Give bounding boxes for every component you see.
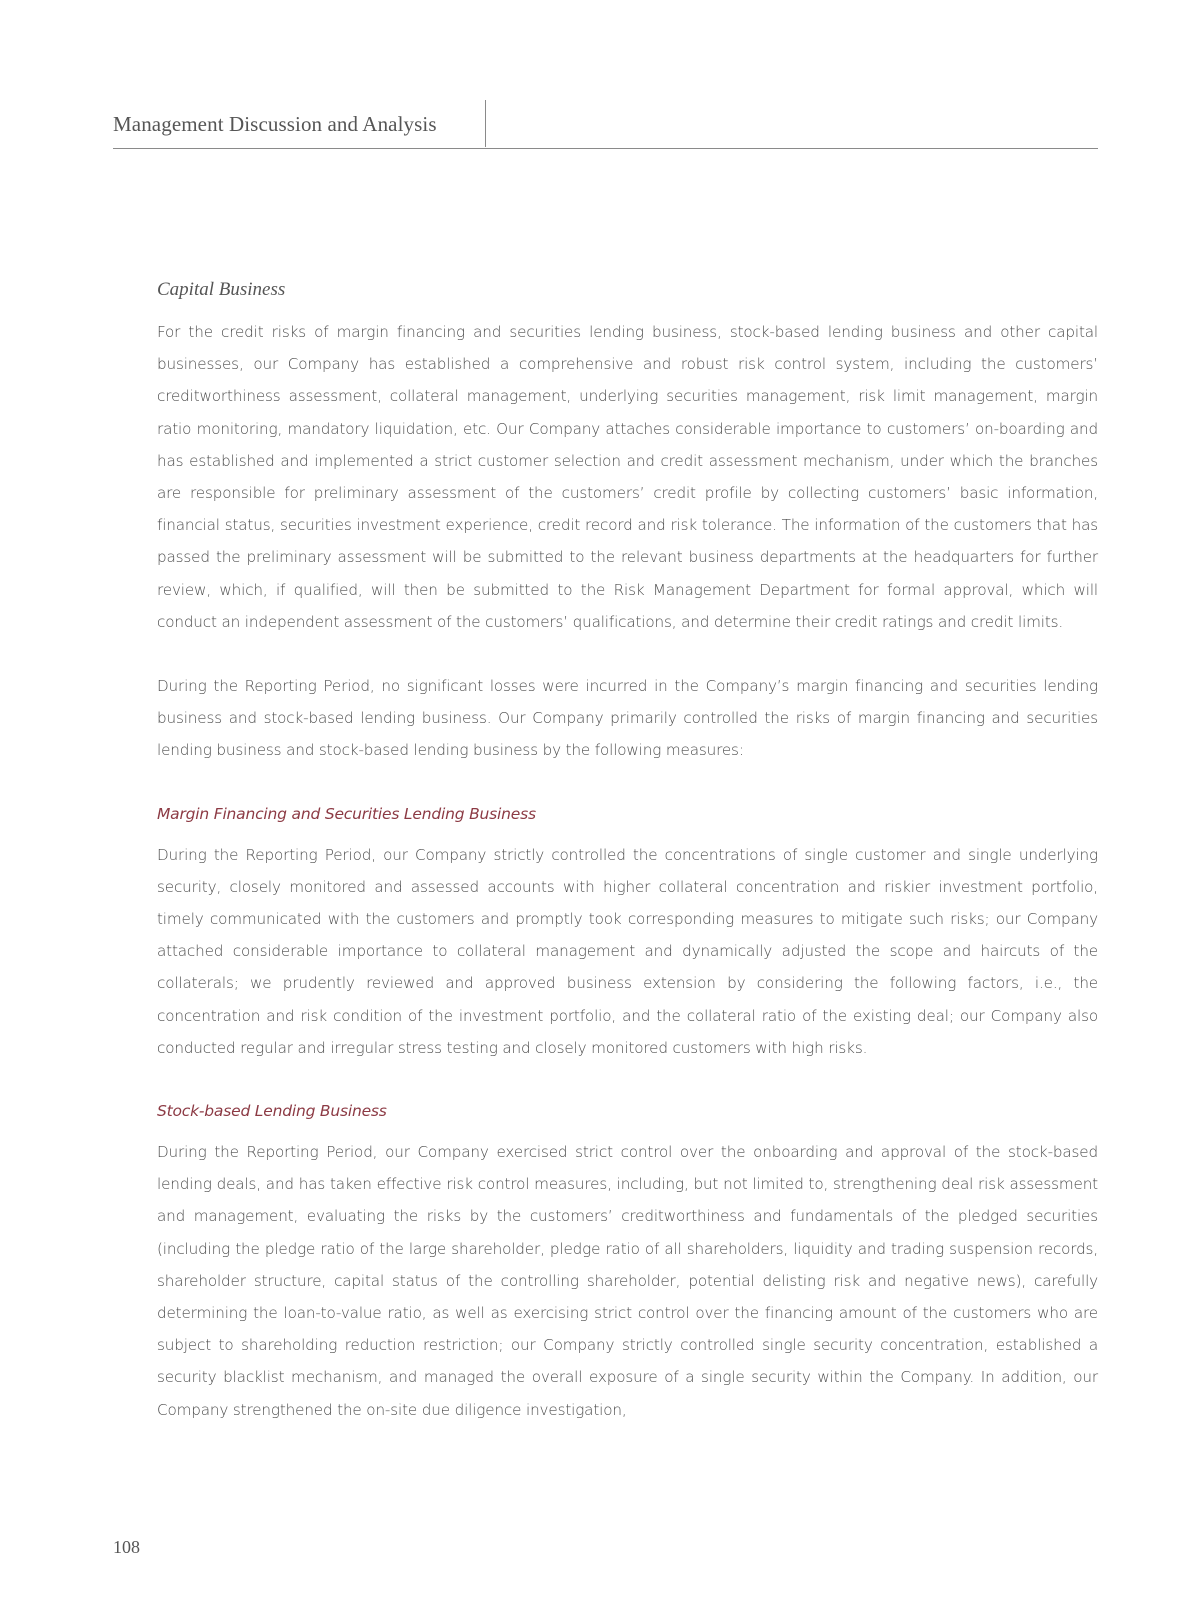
subsection-paragraph: During the Reporting Period, our Company strictly controlled the concentrations of single customer and single underlying security, closely monitored and assessed accounts with higher collateral concentration and riskier investment portfolio, timely communicated with the customers and promptly took corresponding measures to mitigate such risks; our Company attached considerable importance to collateral management and dynamically adjusted the scope and haircuts of the collaterals; we prudently reviewed and approved business extension by considering the following factors, i.e., the concentration and risk condition of the investment portfolio, and the collateral ratio of the existing deal; our Company also conducted regular and irregular stress testing and closely monitored customers with high risks.	[157, 845, 1098, 1057]
subsection-heading: Stock-based Lending Business	[157, 1102, 387, 1121]
body-paragraph: During the Reporting Period, no significant losses were incurred in the Company’s margin financing and securities lending business and stock-based lending business. Our Company primarily controlled the risks of margin financing and securities lending business and stock-based lending business by the following measures:	[157, 677, 1098, 760]
section-title: Capital Business	[157, 279, 286, 300]
header-divider	[485, 100, 486, 147]
header-title: Management Discussion and Analysis	[113, 112, 437, 136]
page-header	[113, 100, 1098, 149]
subsection-paragraph: During the Reporting Period, our Company exercised strict control over the onboarding and approval of the stock-based lending deals, and has taken effective risk control measures, including, but not limited to, strengthening deal risk assessment and management, evaluating the risks by the customers’ creditworthiness and fundamentals of the pledged securities (including the pledge ratio of the large shareholder, pledge ratio of all shareholders, liquidity and trading suspension records, shareholder structure, capital status of the controlling shareholder, potential delisting risk and negative news), carefully determining the loan-to-value ratio, as well as exercising strict control over the financing amount of the customers who are subject to shareholding reduction restriction; our Company strictly controlled single security concentration, established a security blacklist mechanism, and managed the overall exposure of a single security within the Company. In addition, our Company strengthened the on-site due diligence investigation,	[157, 1143, 1098, 1419]
subsection-heading: Margin Financing and Securities Lending Business	[157, 804, 536, 823]
main-content	[157, 278, 1098, 1426]
page-number: 108	[113, 1537, 140, 1557]
body-paragraph: For the credit risks of margin financing and securities lending business, stock-based lending business and other capital businesses, our Company has established a comprehensive and robust risk control system, including the customers’ creditworthiness assessment, collateral management, underlying securities management, risk limit management, margin ratio monitoring, mandatory liquidation, etc. Our Company attaches considerable importance to customers’ on-boarding and has established and implemented a strict customer selection and credit assessment mechanism, under which the branches are responsible for preliminary assessment of the customers’ credit profile by collecting customers’ basic information, financial status, securities investment experience, credit record and risk tolerance. The information of the customers that has passed the preliminary assessment will be submitted to the relevant business departments at the headquarters for further review, which, if qualified, will then be submitted to the Risk Management Department for formal approval, which will conduct an independent assessment of the customers’ qualifications, and determine their credit ratings and credit limits.	[157, 323, 1098, 631]
